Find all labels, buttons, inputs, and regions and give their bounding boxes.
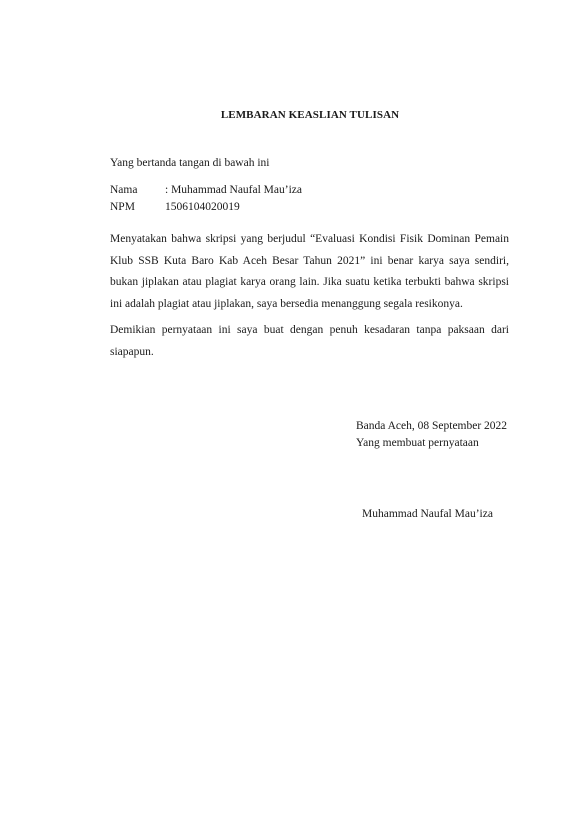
signature-role: Yang membuat pernyataan: [356, 437, 479, 449]
signature-name: Muhammad Naufal Mau’iza: [362, 508, 493, 520]
signature-place-date: Banda Aceh, 08 September 2022: [356, 420, 508, 432]
field-value-npm: 1506104020019: [165, 201, 240, 213]
field-nama: [110, 184, 302, 196]
closing-paragraph: Demikian pernyataan ini saya buat dengan penuh kesadaran tanpa paksaan dari siapapun.: [110, 324, 509, 358]
page-title: LEMBARAN KEASLIAN TULISAN: [220, 109, 400, 121]
statement-paragraph: Menyatakan bahwa skripsi yang berjudul “Evaluasi Kondisi Fisik Dominan Pemain Klub SSB Kuta Baro Kab Aceh Besar Tahun 2021” ini benar karya saya sendiri, bukan jiplakan atau plagiat karya orang lain. Jika suatu ketika terbukti bahwa skripsi ini adalah plagiat atau jiplakan, saya bersedia menanggung segala resikonya.: [110, 233, 509, 310]
field-value-nama: : Muhammad Naufal Mau’iza: [165, 184, 302, 196]
field-label-nama: Nama: [110, 184, 138, 196]
intro-text: Yang bertanda tangan di bawah ini: [110, 157, 270, 169]
field-label-npm: NPM: [110, 201, 135, 213]
field-npm: [110, 201, 240, 213]
